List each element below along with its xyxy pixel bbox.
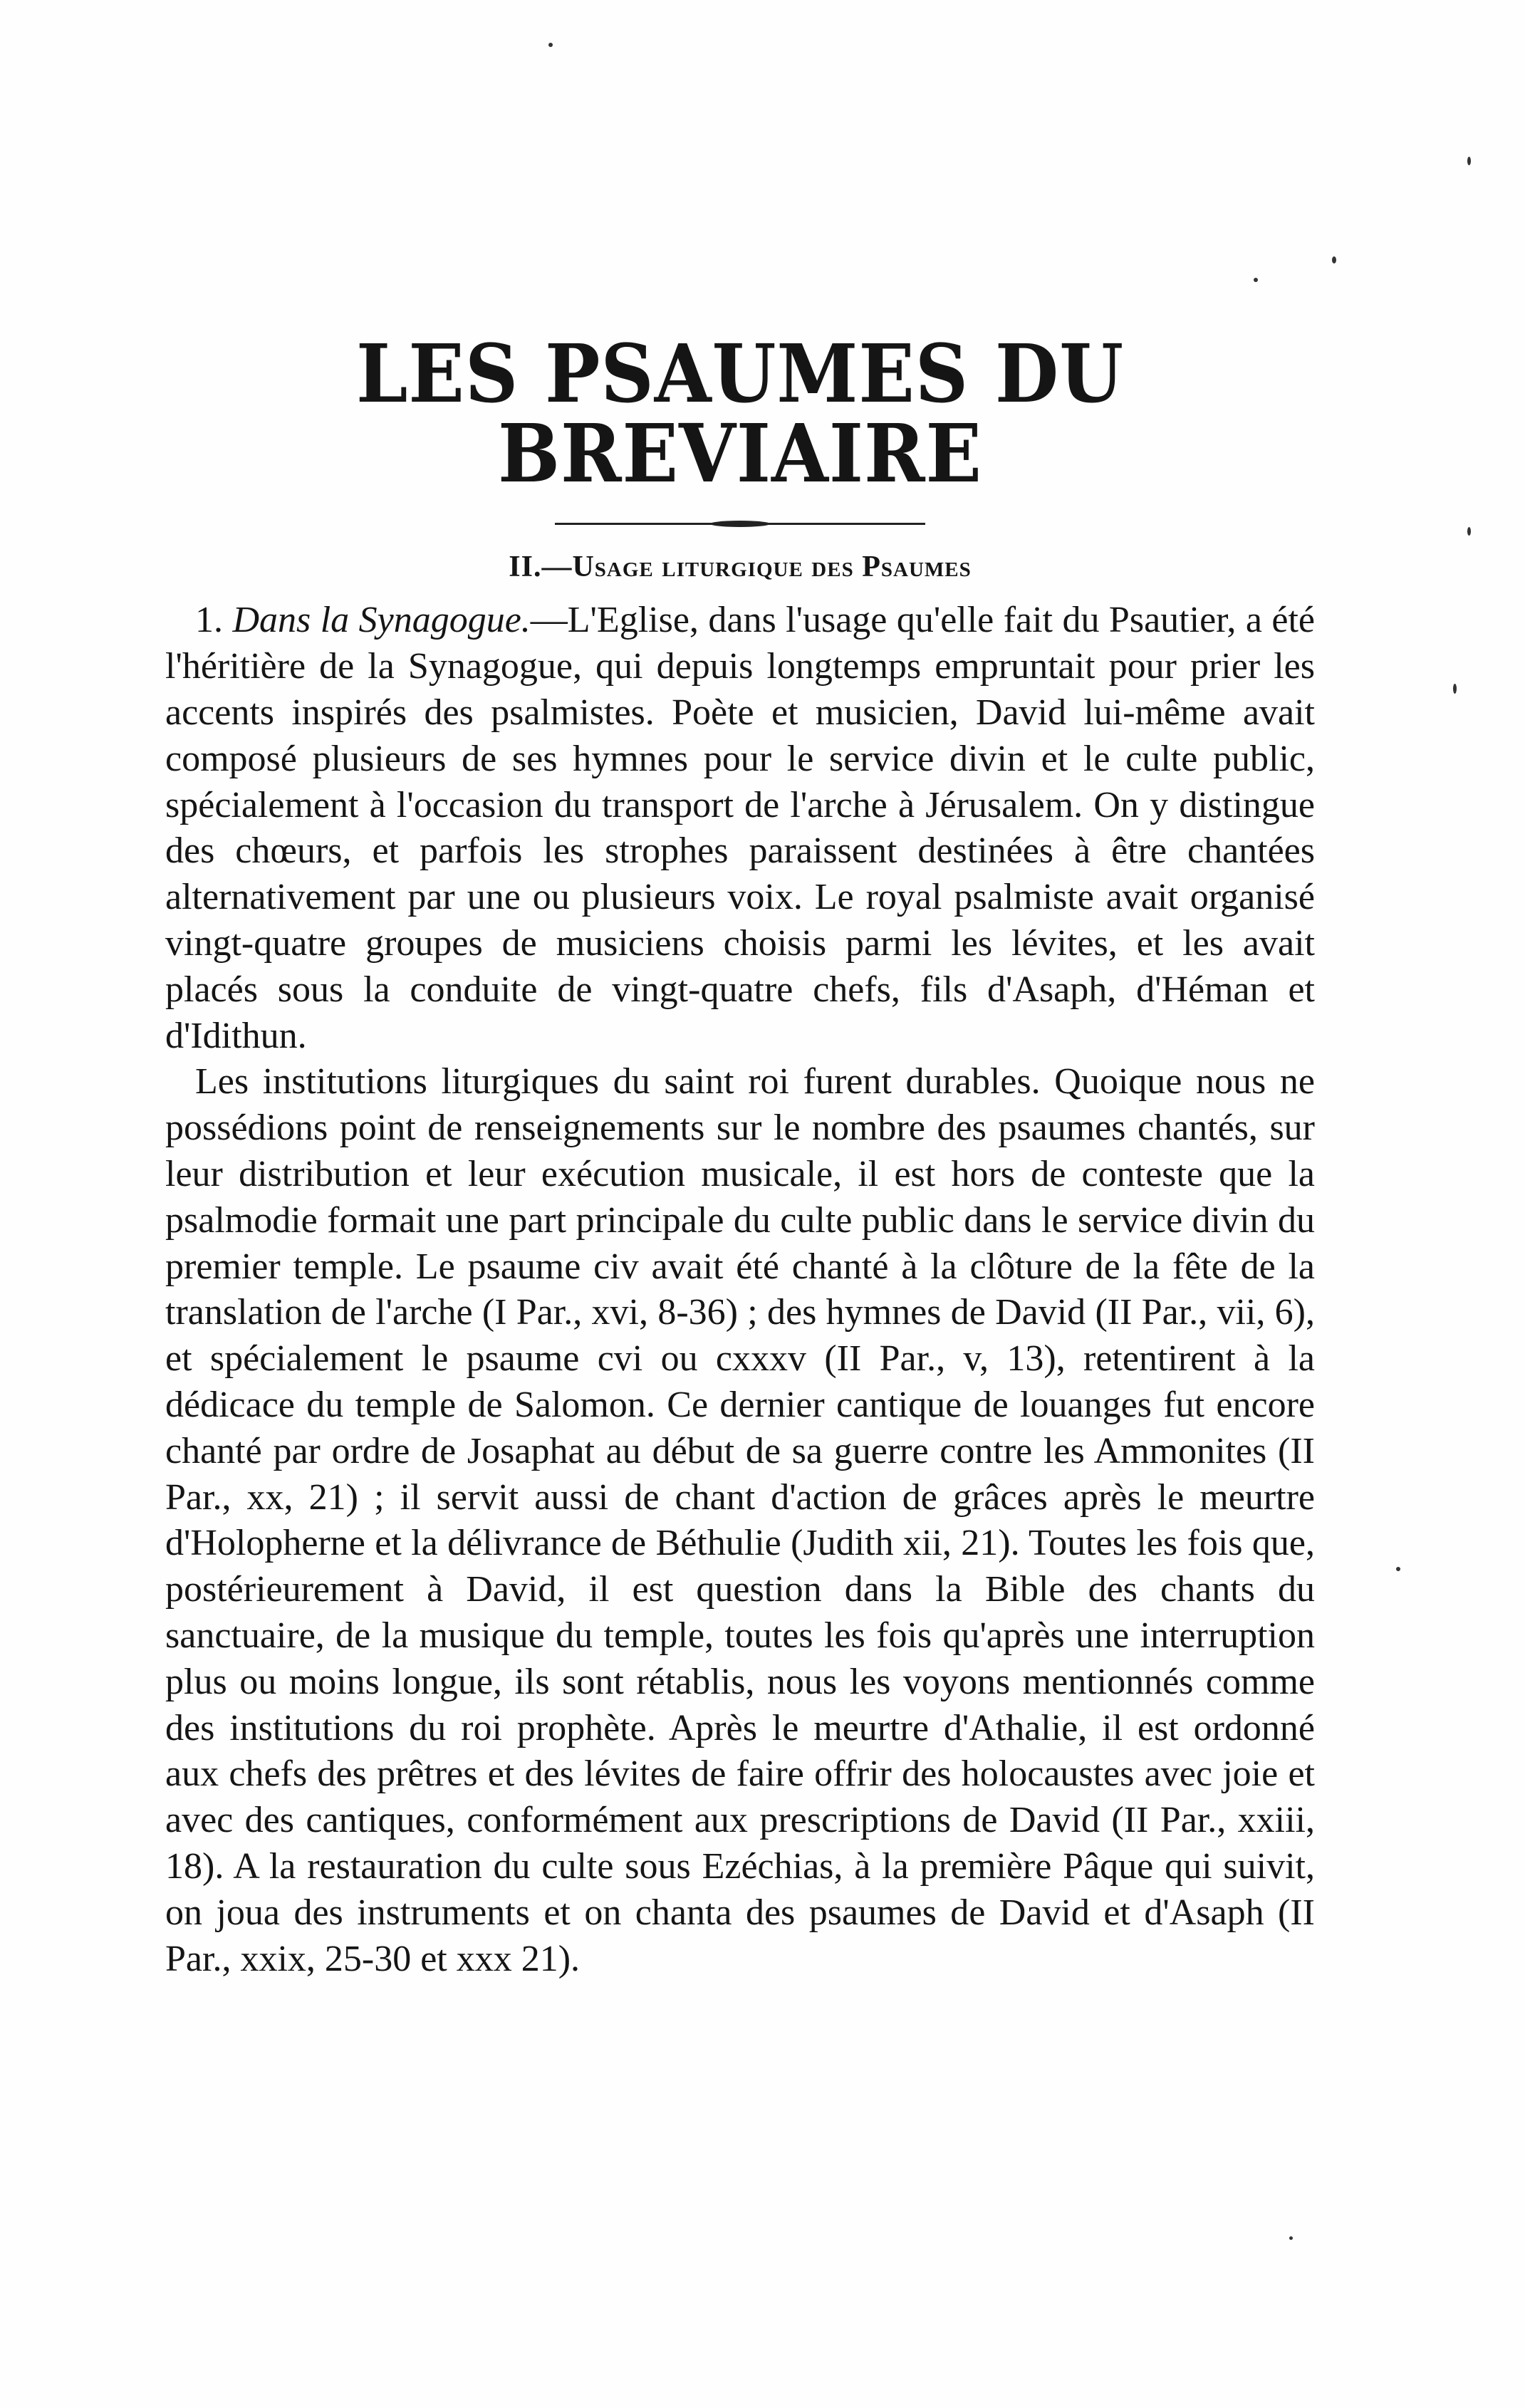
- scan-speck: [1467, 157, 1471, 165]
- page-title: LES PSAUMES DU BREVIAIRE: [356, 328, 1124, 501]
- scan-speck: [548, 43, 553, 47]
- paragraph-2: [165, 1059, 1315, 1982]
- scan-speck: [1396, 1567, 1400, 1571]
- run-in-heading: Dans la Synagogue.: [232, 600, 531, 641]
- paragraph-2-text: Les institutions liturgiques du saint roi furent durables. Quoique nous ne possédions point de renseignements sur le nombre des psaumes chantés, sur leur distribution et leur exécution musicale, il est hors de conteste que la psalmodie formait une part principale du culte public dans le service divin du premier temple. Le psaume civ avait été chanté à la clôture de la fête de la translation de l'arche (I Par., xvi, 8-36) ; des hymnes de David (II Par., vii, 6), et spécialement le psaume cvi ou cxxxv (II Par., v, 13), retentirent à la dédicace du temple de Salomon. Ce dernier cantique de louanges fut encore chanté par ordre de Josaphat au début de sa guerre contre les Ammonites (II Par., xx, 21) ; il servit aussi de chant d'action de grâces après le meurtre d'Holopherne et la délivrance de Béthulie (Judith xii, 21). Toutes les fois que, postérieurement à David, il est question dans la Bible des chants du sanctuaire, de la musique du temple, toutes les fois qu'après une interruption plus ou moins longue, ils sont rétablis, nous les voyons mentionnés comme des institutions du roi prophète. Après le meurtre d'Athalie, il est ordonné aux chefs des prêtres et des lévites de faire offrir des holocaustes avec joie et avec des cantiques, conformément aux prescriptions de David (II Par., xxiii, 18). A la restauration du culte sous Ezéchias, à la première Pâque qui suivit, on joua des instruments et on chanta des psaumes de David et d'Asaph (II Par., xxix, 25-30 et xxx 21).: [165, 1061, 1315, 1979]
- title-divider-rule: [555, 523, 925, 525]
- scan-speck: [1332, 256, 1336, 264]
- scan-speck: [1254, 278, 1258, 282]
- paragraph-number: 1.: [195, 600, 223, 641]
- body-text: [165, 598, 1315, 1982]
- section-heading: II.—Usage liturgique des Psaumes: [509, 551, 972, 583]
- scan-speck: [1289, 2236, 1293, 2240]
- scan-speck: [1467, 527, 1471, 536]
- paragraph-1: [165, 598, 1315, 1059]
- scan-speck: [1453, 684, 1457, 694]
- paragraph-1-text: —L'Eglise, dans l'usage qu'elle fait du Psautier, a été l'héritière de la Synagogue, qui depuis longtemps empruntait pour prier les accents inspirés des psalmistes. Poète et musicien, David lui-même avait composé plusieurs de ses hymnes pour le service divin et le culte public, spécialement à l'occasion du transport de l'arche à Jérusalem. On y distingue des chœurs, et parfois les strophes paraissent destinées à être chantées alternativement par une ou plusieurs voix. Le royal psalmiste avait organisé vingt-quatre groupes de musiciens choisis parmi les lévites, et les avait placés sous la conduite de vingt-quatre chefs, fils d'Asaph, d'Héman et d'Idithun.: [165, 600, 1315, 1056]
- document-page: [165, 328, 1315, 1982]
